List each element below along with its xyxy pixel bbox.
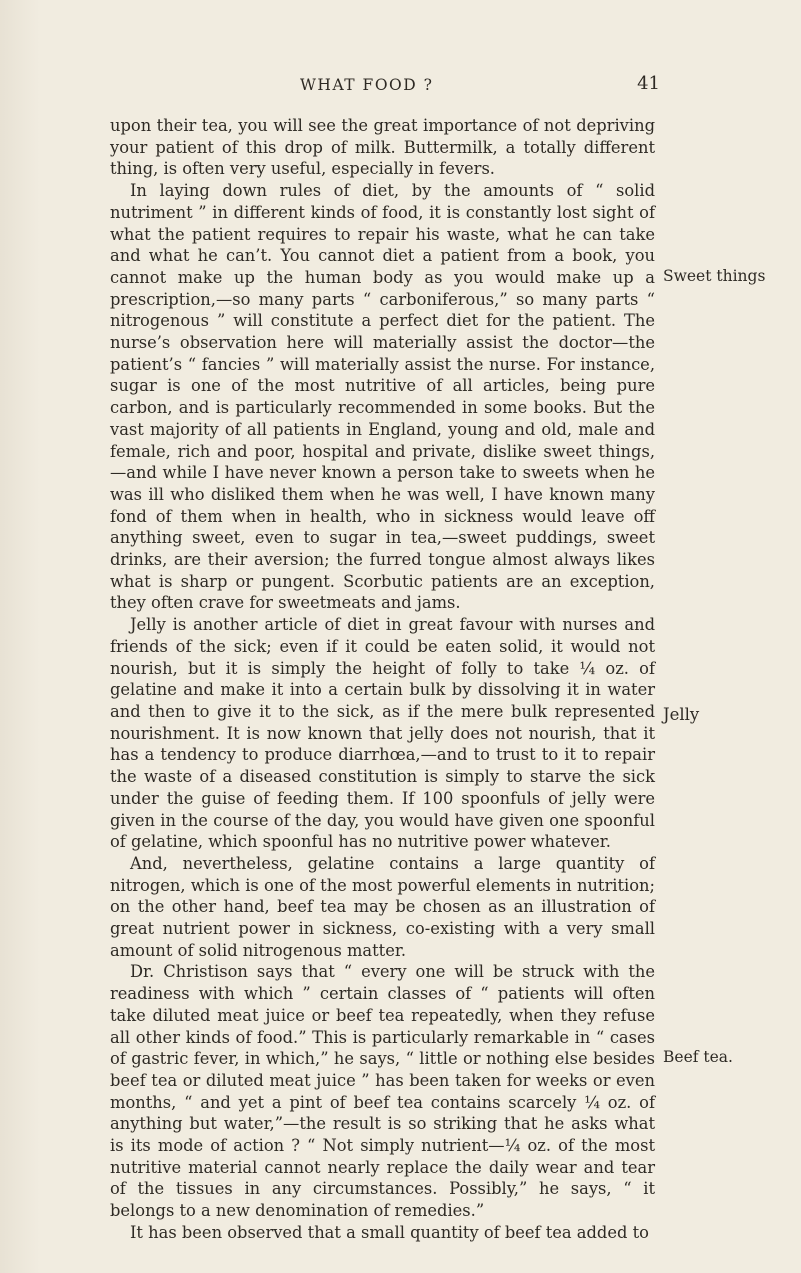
paragraph-sweet-things: In laying down rules of diet, by the amounts of “ solid nutriment ” in different kinds of food, it is constantly lost sight of what the patient requires to repair his waste, what he can take and what he can’t. You cannot diet a patient from a book, you cannot make up the human body as you would make up a prescription,—so many parts “ carboniferous,” so many parts “ nitrogenous ” will constitute a perfect diet for the patient. The nurse’s observation here will materially assist the doctor—the patient’s “ fancies ” will materially assist the nurse. For instance, sugar is one of the most nutritive of all articles, being pure carbon, and is particularly recommended in some books. But the vast majority of all patients in England, young and old, male and female, rich and poor, hospital and private, dislike sweet things,—and while I have never known a person take to sweets when he was ill who disliked them when he was well, I have known many fond of them when in health, who in sickness would leave off anything sweet, even to sugar in tea,—sweet puddings, sweet drinks, are their aversion; the furred tongue almost always likes what is sharp or pungent. Scorbutic patients are an exception, they often crave for sweetmeats and jams. [110,181,655,613]
margin-note-beef-tea: Beef tea. [663,1048,733,1066]
paragraph-beef-tea: Dr. Christison says that “ every one will be struck with the readiness with which ” certain classes of “ patients will often take diluted meat juice or beef tea repeatedly, when they refuse all other kinds of food.” This is particularly remarkable in “ cases of gastric fever, in which,” he says, “ little or nothing else besides beef tea or diluted meat juice ” has been taken for weeks or even months, “ and yet a pint of beef tea contains scarcely ¼ oz. of anything but water,”—the result is so striking that he asks what is its mode of action ? “ Not simply nutrient—¼ oz. of the most nutritive material cannot nearly replace the daily wear and tear of the tissues in any circumstances. Possibly,” he says, “ it belongs to a new denomination of remedies.” [110,962,655,1221]
paragraph-continued: It has been observed that a small quantity of beef tea added to [130,1222,649,1242]
page-number: 41 [637,73,660,94]
paragraph-jelly: Jelly is another article of diet in great favour with nurses and friends of the sick; even if it could be eaten solid, it would not nourish, but it is simply the height of folly to take ¼ oz. of gelatine and make it into a certain bulk by dissolving it in water and then to give it to the sick, as if the mere bulk represented nourishment. It is now known that jelly does not nourish, that it has a tendency to produce diarrhœa,—and to trust to it to repair the waste of a diseased constitution is simply to starve the sick under the guise of feeding them. If 100 spoonfuls of jelly were given in the course of the day, you would have given one spoonful of gelatine, which spoonful has no nutritive power whatever. [110,615,655,852]
margin-note-sweet-things: Sweet things [663,267,766,285]
margin-note-jelly: Jelly [663,705,700,724]
paragraph-gelatine: And, nevertheless, gelatine contains a large quantity of nitrogen, which is one of the most powerful elements in nutrition; on the other hand, beef tea may be chosen as an illustration of great nutrient power in sickness, co-existing with a very small amount of solid nitrogenous matter. [110,853,655,960]
running-title: WHAT FOOD ? [300,76,434,94]
running-header [250,73,660,106]
paragraph-milk: upon their tea, you will see the great importance of not depriving your patient of this drop of milk. Buttermilk, a totally different thing, is often very useful, especially in fevers. [110,116,655,179]
page-body [110,115,655,1244]
